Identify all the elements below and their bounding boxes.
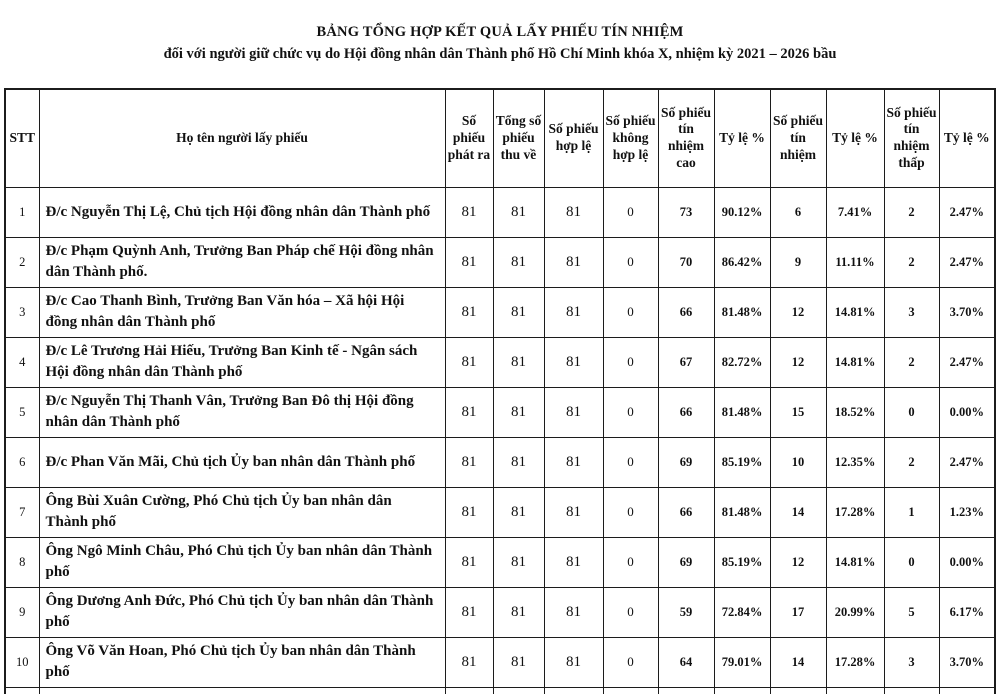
header-row (5, 89, 995, 187)
cell-low_pct: 0.00% (939, 537, 995, 587)
cell-high_pct: 85.19% (714, 537, 770, 587)
cell-issued: 81 (445, 537, 493, 587)
cell-issued: 81 (445, 337, 493, 387)
cell-trust: 15 (770, 387, 826, 437)
cell-name: Ông Ngô Minh Châu, Phó Chủ tịch Ủy ban nhân dân Thành phố (39, 537, 445, 587)
cell-low: 2 (884, 237, 939, 287)
cell-low: 0 (884, 387, 939, 437)
cell-low_pct: 1.23% (939, 487, 995, 537)
cell-empty (493, 687, 544, 694)
cell-name: Đ/c Cao Thanh Bình, Trưởng Ban Văn hóa – Xã hội Hội đồng nhân dân Thành phố (39, 287, 445, 337)
cell-high_pct: 72.84% (714, 587, 770, 637)
cell-collected: 81 (493, 587, 544, 637)
cell-invalid: 0 (603, 337, 658, 387)
cell-stt: 8 (5, 537, 39, 587)
cell-low: 5 (884, 587, 939, 637)
table-row (5, 337, 995, 387)
header-name: Họ tên người lấy phiếu (39, 89, 445, 187)
table-row (5, 237, 995, 287)
cell-issued: 81 (445, 587, 493, 637)
cell-high_pct: 82.72% (714, 337, 770, 387)
table-row (5, 387, 995, 437)
cell-empty (603, 687, 658, 694)
cell-trust_pct: 17.28% (826, 637, 884, 687)
cell-trust: 12 (770, 537, 826, 587)
cell-valid: 81 (544, 487, 603, 537)
cell-trust_pct: 14.81% (826, 337, 884, 387)
header-low-trust: Số phiếu tín nhiệm thấp (884, 89, 939, 187)
cell-trust: 14 (770, 487, 826, 537)
cell-stt: 3 (5, 287, 39, 337)
table-row (5, 287, 995, 337)
cell-collected: 81 (493, 387, 544, 437)
header-high-pct: Tỷ lệ % (714, 89, 770, 187)
cell-invalid: 0 (603, 437, 658, 487)
cell-name: Đ/c Lê Trương Hải Hiếu, Trưởng Ban Kinh tế - Ngân sách Hội đồng nhân dân Thành phố (39, 337, 445, 387)
table-row (5, 437, 995, 487)
cell-trust_pct: 20.99% (826, 587, 884, 637)
cell-high: 69 (658, 437, 714, 487)
cell-high: 73 (658, 187, 714, 237)
page-title: BẢNG TỔNG HỢP KẾT QUẢ LẤY PHIẾU TÍN NHIỆM (316, 24, 684, 40)
cell-empty (770, 687, 826, 694)
cell-valid: 81 (544, 587, 603, 637)
cell-name: Ông Bùi Xuân Cường, Phó Chủ tịch Ủy ban nhân dân Thành phố (39, 487, 445, 537)
header-collected: Tổng số phiếu thu về (493, 89, 544, 187)
cell-high_pct: 81.48% (714, 487, 770, 537)
cell-issued: 81 (445, 237, 493, 287)
cell-stt: 5 (5, 387, 39, 437)
cell-valid: 81 (544, 437, 603, 487)
cell-trust: 10 (770, 437, 826, 487)
cell-high_pct: 85.19% (714, 437, 770, 487)
cell-issued: 81 (445, 437, 493, 487)
cell-high_pct: 81.48% (714, 287, 770, 337)
cell-low_pct: 0.00% (939, 387, 995, 437)
cell-trust: 12 (770, 337, 826, 387)
header-high-trust: Số phiếu tín nhiệm cao (658, 89, 714, 187)
cell-empty (445, 687, 493, 694)
cell-high_pct: 86.42% (714, 237, 770, 287)
header-stt: STT (5, 89, 39, 187)
cell-trust_pct: 14.81% (826, 287, 884, 337)
cell-valid: 81 (544, 387, 603, 437)
cell-trust_pct: 12.35% (826, 437, 884, 487)
cell-low: 3 (884, 637, 939, 687)
confidence-vote-table (4, 88, 996, 694)
table-row (5, 637, 995, 687)
cell-low_pct: 2.47% (939, 237, 995, 287)
cell-high: 66 (658, 487, 714, 537)
cell-empty (5, 687, 39, 694)
cell-high_pct: 79.01% (714, 637, 770, 687)
cell-valid: 81 (544, 187, 603, 237)
cell-high: 66 (658, 387, 714, 437)
cell-collected: 81 (493, 287, 544, 337)
cell-high: 70 (658, 237, 714, 287)
cell-trust: 17 (770, 587, 826, 637)
cell-low: 2 (884, 187, 939, 237)
cell-stt: 10 (5, 637, 39, 687)
header-trust-pct: Tỷ lệ % (826, 89, 884, 187)
cell-issued: 81 (445, 637, 493, 687)
cell-trust_pct: 11.11% (826, 237, 884, 287)
cell-low_pct: 6.17% (939, 587, 995, 637)
cell-valid: 81 (544, 237, 603, 287)
cell-stt: 9 (5, 587, 39, 637)
cell-valid: 81 (544, 287, 603, 337)
cell-trust_pct: 18.52% (826, 387, 884, 437)
cell-valid: 81 (544, 637, 603, 687)
cell-valid: 81 (544, 537, 603, 587)
cell-name: Ông Võ Văn Hoan, Phó Chủ tịch Ủy ban nhân dân Thành phố (39, 637, 445, 687)
cell-low: 2 (884, 437, 939, 487)
cell-high: 59 (658, 587, 714, 637)
cell-low: 3 (884, 287, 939, 337)
cell-collected: 81 (493, 237, 544, 287)
cell-high: 69 (658, 537, 714, 587)
cell-low: 1 (884, 487, 939, 537)
cell-name: Ông Dương Anh Đức, Phó Chủ tịch Ủy ban nhân dân Thành phố (39, 587, 445, 637)
cell-issued: 81 (445, 387, 493, 437)
cell-issued: 81 (445, 487, 493, 537)
table-row (5, 487, 995, 537)
cell-invalid: 0 (603, 387, 658, 437)
cell-stt: 2 (5, 237, 39, 287)
header-trust: Số phiếu tín nhiệm (770, 89, 826, 187)
cell-stt: 7 (5, 487, 39, 537)
header-valid: Số phiếu hợp lệ (544, 89, 603, 187)
table-row-partial (5, 687, 995, 694)
cell-stt: 1 (5, 187, 39, 237)
cell-high_pct: 81.48% (714, 387, 770, 437)
cell-empty (544, 687, 603, 694)
cell-issued: 81 (445, 187, 493, 237)
cell-trust_pct: 14.81% (826, 537, 884, 587)
cell-empty (939, 687, 995, 694)
header-low-pct: Tỷ lệ % (939, 89, 995, 187)
cell-trust: 9 (770, 237, 826, 287)
cell-high_pct: 90.12% (714, 187, 770, 237)
cell-collected: 81 (493, 537, 544, 587)
cell-low_pct: 2.47% (939, 337, 995, 387)
header-invalid: Số phiếu không hợp lệ (603, 89, 658, 187)
cell-issued: 81 (445, 287, 493, 337)
cell-high: 64 (658, 637, 714, 687)
cell-trust_pct: 17.28% (826, 487, 884, 537)
cell-name: Đ/c Nguyễn Thị Thanh Vân, Trưởng Ban Đô thị Hội đồng nhân dân Thành phố (39, 387, 445, 437)
cell-empty (658, 687, 714, 694)
cell-invalid: 0 (603, 587, 658, 637)
cell-low_pct: 3.70% (939, 287, 995, 337)
cell-empty (714, 687, 770, 694)
cell-invalid: 0 (603, 537, 658, 587)
cell-collected: 81 (493, 487, 544, 537)
cell-trust: 12 (770, 287, 826, 337)
cell-collected: 81 (493, 337, 544, 387)
cell-empty (826, 687, 884, 694)
cell-name: Đ/c Phan Văn Mãi, Chủ tịch Ủy ban nhân dân Thành phố (39, 437, 445, 487)
cell-low: 0 (884, 537, 939, 587)
table-body (5, 187, 995, 694)
cell-name: Đ/c Phạm Quỳnh Anh, Trưởng Ban Pháp chế Hội đồng nhân dân Thành phố. (39, 237, 445, 287)
table-row (5, 537, 995, 587)
cell-name: Đ/c Nguyễn Thị Lệ, Chủ tịch Hội đồng nhân dân Thành phố (39, 187, 445, 237)
cell-low_pct: 2.47% (939, 187, 995, 237)
cell-invalid: 0 (603, 237, 658, 287)
cell-stt: 4 (5, 337, 39, 387)
table-header (5, 89, 995, 187)
cell-empty (884, 687, 939, 694)
table-row (5, 187, 995, 237)
cell-invalid: 0 (603, 637, 658, 687)
cell-collected: 81 (493, 437, 544, 487)
cell-trust: 6 (770, 187, 826, 237)
cell-collected: 81 (493, 637, 544, 687)
cell-trust_pct: 7.41% (826, 187, 884, 237)
cell-valid: 81 (544, 337, 603, 387)
cell-low_pct: 2.47% (939, 437, 995, 487)
cell-invalid: 0 (603, 187, 658, 237)
cell-invalid: 0 (603, 287, 658, 337)
cell-collected: 81 (493, 187, 544, 237)
cell-trust: 14 (770, 637, 826, 687)
header-issued: Số phiếu phát ra (445, 89, 493, 187)
cell-empty (39, 687, 445, 694)
cell-invalid: 0 (603, 487, 658, 537)
page-subtitle: đối với người giữ chức vụ do Hội đồng nhân dân Thành phố Hồ Chí Minh khóa X, nhiệm kỳ 2021 – 2026 bầu (163, 46, 837, 62)
cell-low_pct: 3.70% (939, 637, 995, 687)
cell-high: 67 (658, 337, 714, 387)
cell-stt: 6 (5, 437, 39, 487)
cell-low: 2 (884, 337, 939, 387)
cell-high: 66 (658, 287, 714, 337)
table-row (5, 587, 995, 637)
